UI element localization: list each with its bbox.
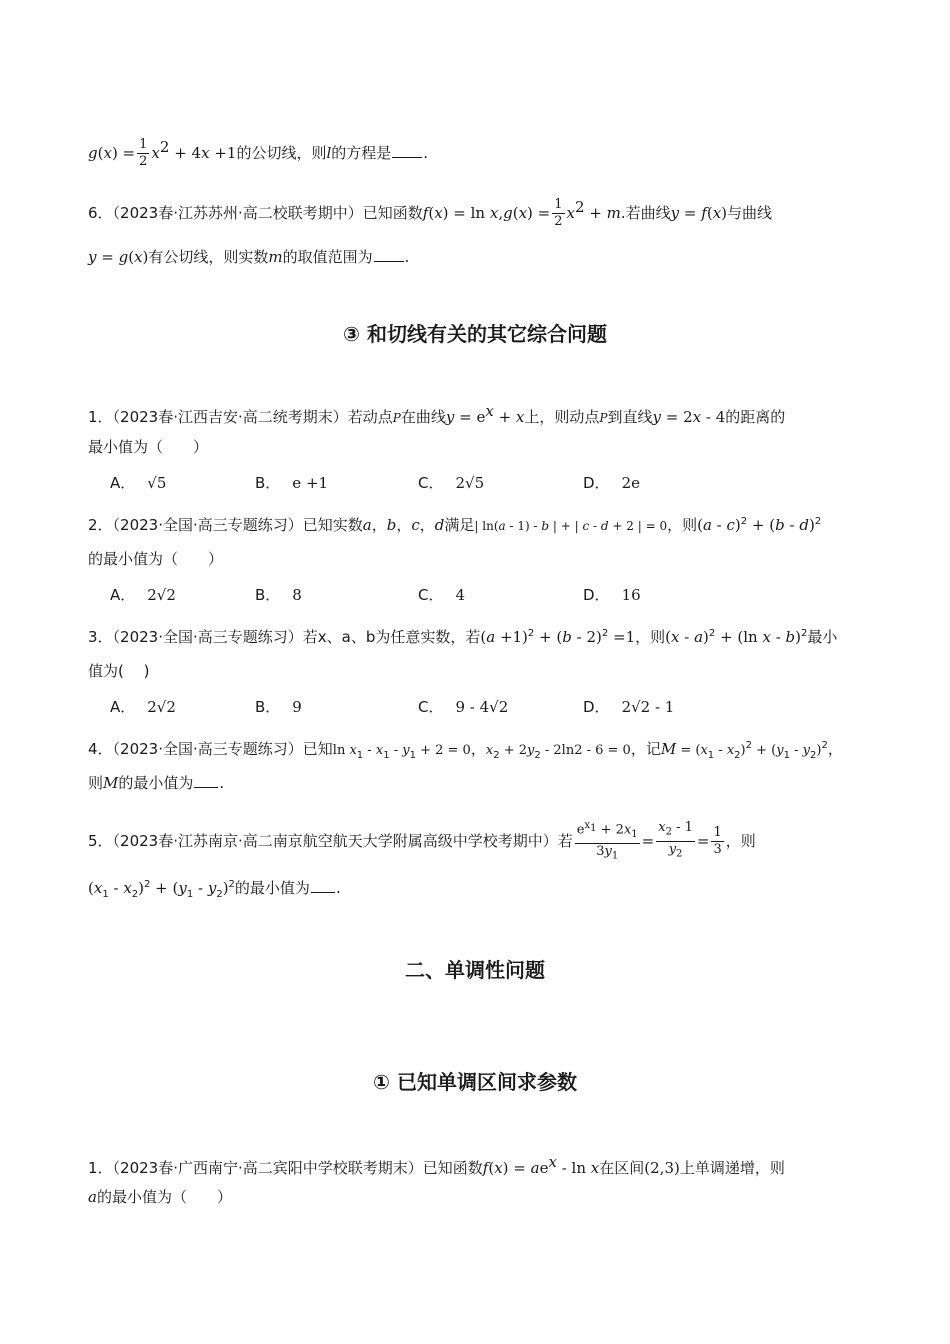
- question-number: 5．: [88, 831, 113, 850]
- question-source: （2023春·江西吉安·高二统考期末）: [112, 408, 348, 426]
- option-d[interactable]: D． 16: [583, 586, 641, 604]
- question-number: 4．: [88, 740, 113, 758]
- question-text: 已知函数: [362, 204, 423, 222]
- question-text: 若动点: [347, 408, 393, 426]
- question-text: 的最小值为: [118, 774, 194, 792]
- continuation-end: 的方程是: [331, 144, 392, 162]
- question-number: 3．: [88, 628, 113, 646]
- question-text: 已知函数: [422, 1159, 483, 1177]
- question-4: 4．（2023·全国·高三专题练习）已知$\ln x_1 - x_1 - y_1 + 2 = 0$，$x_2 + 2y_2 - 2\ln 2 - 6 = 0$，记$M = (x_1 - x_2)^2 + (y_1 - y_2)^2$，: [88, 740, 843, 761]
- question-text: 上，则动点: [524, 408, 600, 426]
- question-source: （2023春·江苏南京·高二南京航空航天大学附属高级中学校考期中）: [112, 831, 558, 850]
- fraction: $\frac{1}{3}$: [713, 824, 722, 857]
- question-text: 上单调递增，则: [679, 1159, 785, 1177]
- var-m: m: [268, 248, 283, 266]
- question-text: ，则: [725, 831, 756, 850]
- answer-blank[interactable]: [194, 773, 218, 788]
- var-l: l: [326, 144, 332, 162]
- question-2: 2．（2023·全国·高三专题练习）已知实数a，b，c，d满足| ln(a - 1) - b | + | c - d + 2 | = 0，则(a - c)$^2$ + (b - d)$^2$: [88, 516, 822, 534]
- question-text: 已知实数: [302, 516, 363, 534]
- question-text: 的距离的: [725, 408, 786, 426]
- option-a[interactable]: A． 2√2: [110, 586, 176, 604]
- question-text: 若: [557, 831, 573, 850]
- question-2-line-2: 的最小值为（ ）: [88, 550, 224, 568]
- answer-blank[interactable]: [311, 878, 335, 893]
- continuation-text: 的公切线，则: [236, 144, 327, 162]
- question-number: 1．: [88, 408, 113, 426]
- fraction: $\frac{x_2 - 1}{y_2}$: [658, 820, 693, 860]
- question-number: 1．: [88, 1159, 113, 1177]
- question-source: （2023·全国·高三专题练习）: [112, 516, 303, 534]
- question-source: （2023春·江苏苏州·高二校联考期中）: [112, 204, 363, 222]
- question-text: 到直线: [607, 408, 653, 426]
- question-1: 1．（2023春·广西南宁·高二宾阳中学校联考期末）已知函数$f(x) = ae^x - \ln x$在区间(2,3)上单调递增，则: [88, 1153, 785, 1177]
- option-b[interactable]: B． 9: [255, 698, 302, 716]
- option-c[interactable]: C． 2√5: [418, 474, 485, 492]
- part-title: 二、单调性问题: [405, 958, 545, 982]
- question-6: 6．（2023春·江苏苏州·高二校联考期中）已知函数f(x) = ln x,g(x) = $\frac{1}{2}$ $x^2 + m$.若曲线y = f(x)与曲线: [88, 197, 773, 229]
- option-b[interactable]: B． 8: [255, 586, 302, 604]
- formula-g: g: [88, 144, 98, 162]
- question-number: 6．: [88, 204, 113, 222]
- question-text: 已知: [302, 740, 333, 758]
- question-6-line-2: y = g(x)有公切线，则实数m的取值范围为 .: [88, 248, 410, 266]
- question-1-line-2: 最小值为（ ）: [88, 438, 209, 456]
- question-text: 则: [88, 774, 104, 792]
- question-text: 在曲线: [400, 408, 446, 426]
- question-text: ，则: [635, 628, 666, 646]
- question-text: .若曲线: [620, 204, 671, 222]
- question-text: ，记: [630, 740, 661, 758]
- question-5: 5．（2023春·江苏南京·高二南京航空航天大学附属高级中学校考期中）若 $\frac{e^{x_1} + 2x_1}{3y_1}$ = $\frac{x_2 - 1}{y_2}$ = $\frac{1}{3}$ ，则: [88, 818, 756, 865]
- question-continuation: g(x) = $\frac{1}{2}$ $x^2 + 4x +1$的公切线，则l的方程是 .: [88, 137, 429, 169]
- answer-blank[interactable]: [392, 143, 422, 158]
- question-3-line-2: 值为( ): [88, 662, 150, 680]
- question-4-line-2: 则M的最小值为 .: [88, 774, 225, 792]
- question-text: ，则: [667, 516, 698, 534]
- question-text: 与曲线: [727, 204, 773, 222]
- question-source: （2023·全国·高三专题练习）: [112, 740, 303, 758]
- question-3: 3．（2023·全国·高三专题练习）若x、a、b为任意实数，若$(a +1)^2 + (b - 2)^2 =1$，则(x - a)$^2$ + (ln x - b)$^2$最小: [88, 628, 838, 646]
- question-1-line-2: a的最小值为（ ）: [88, 1188, 232, 1206]
- question-text: 的取值范围为: [282, 248, 373, 266]
- question-source: （2023·全国·高三专题练习）: [112, 628, 303, 646]
- fraction: $\frac{e^{x_1} + 2x_1}{3y_1}$: [576, 820, 638, 862]
- option-b[interactable]: B． e +1: [255, 474, 329, 492]
- section-title: ① 已知单调区间求参数: [373, 1070, 577, 1094]
- option-c[interactable]: C． 9 - 4√2: [418, 698, 509, 716]
- question-text: 满足: [444, 516, 475, 534]
- option-c[interactable]: C． 4: [418, 586, 466, 604]
- question-text: 的最小值为（ ）: [96, 1188, 232, 1206]
- question-text: 在区间: [599, 1159, 645, 1177]
- question-source: （2023春·广西南宁·高二宾阳中学校联考期末）: [112, 1159, 423, 1177]
- question-5-line-2: $(x_1 - x_2)^2 + (y_1 - y_2)^2$的最小值为 .: [88, 879, 341, 900]
- option-a[interactable]: A． 2√2: [110, 698, 176, 716]
- question-1: 1．（2023春·江西吉安·高二统考期末）若动点P在曲线$y = e^x + x$上，则动点P到直线y = 2x - 4的距离的: [88, 402, 786, 426]
- option-d[interactable]: D． 2√2 - 1: [583, 698, 675, 716]
- fraction: $\frac{1}{2}$: [139, 137, 148, 169]
- question-number: 2．: [88, 516, 113, 534]
- option-a[interactable]: A． √5: [110, 474, 167, 492]
- question-text: 若x、a、b为任意实数，若: [302, 628, 481, 646]
- question-text: 的最小值为: [234, 879, 310, 897]
- section-title: ③ 和切线有关的其它综合问题: [343, 322, 607, 346]
- question-text: 有公切线，则实数: [148, 248, 269, 266]
- answer-blank[interactable]: [374, 247, 404, 262]
- question-text: 最小: [807, 628, 838, 646]
- option-d[interactable]: D． 2e: [583, 474, 640, 492]
